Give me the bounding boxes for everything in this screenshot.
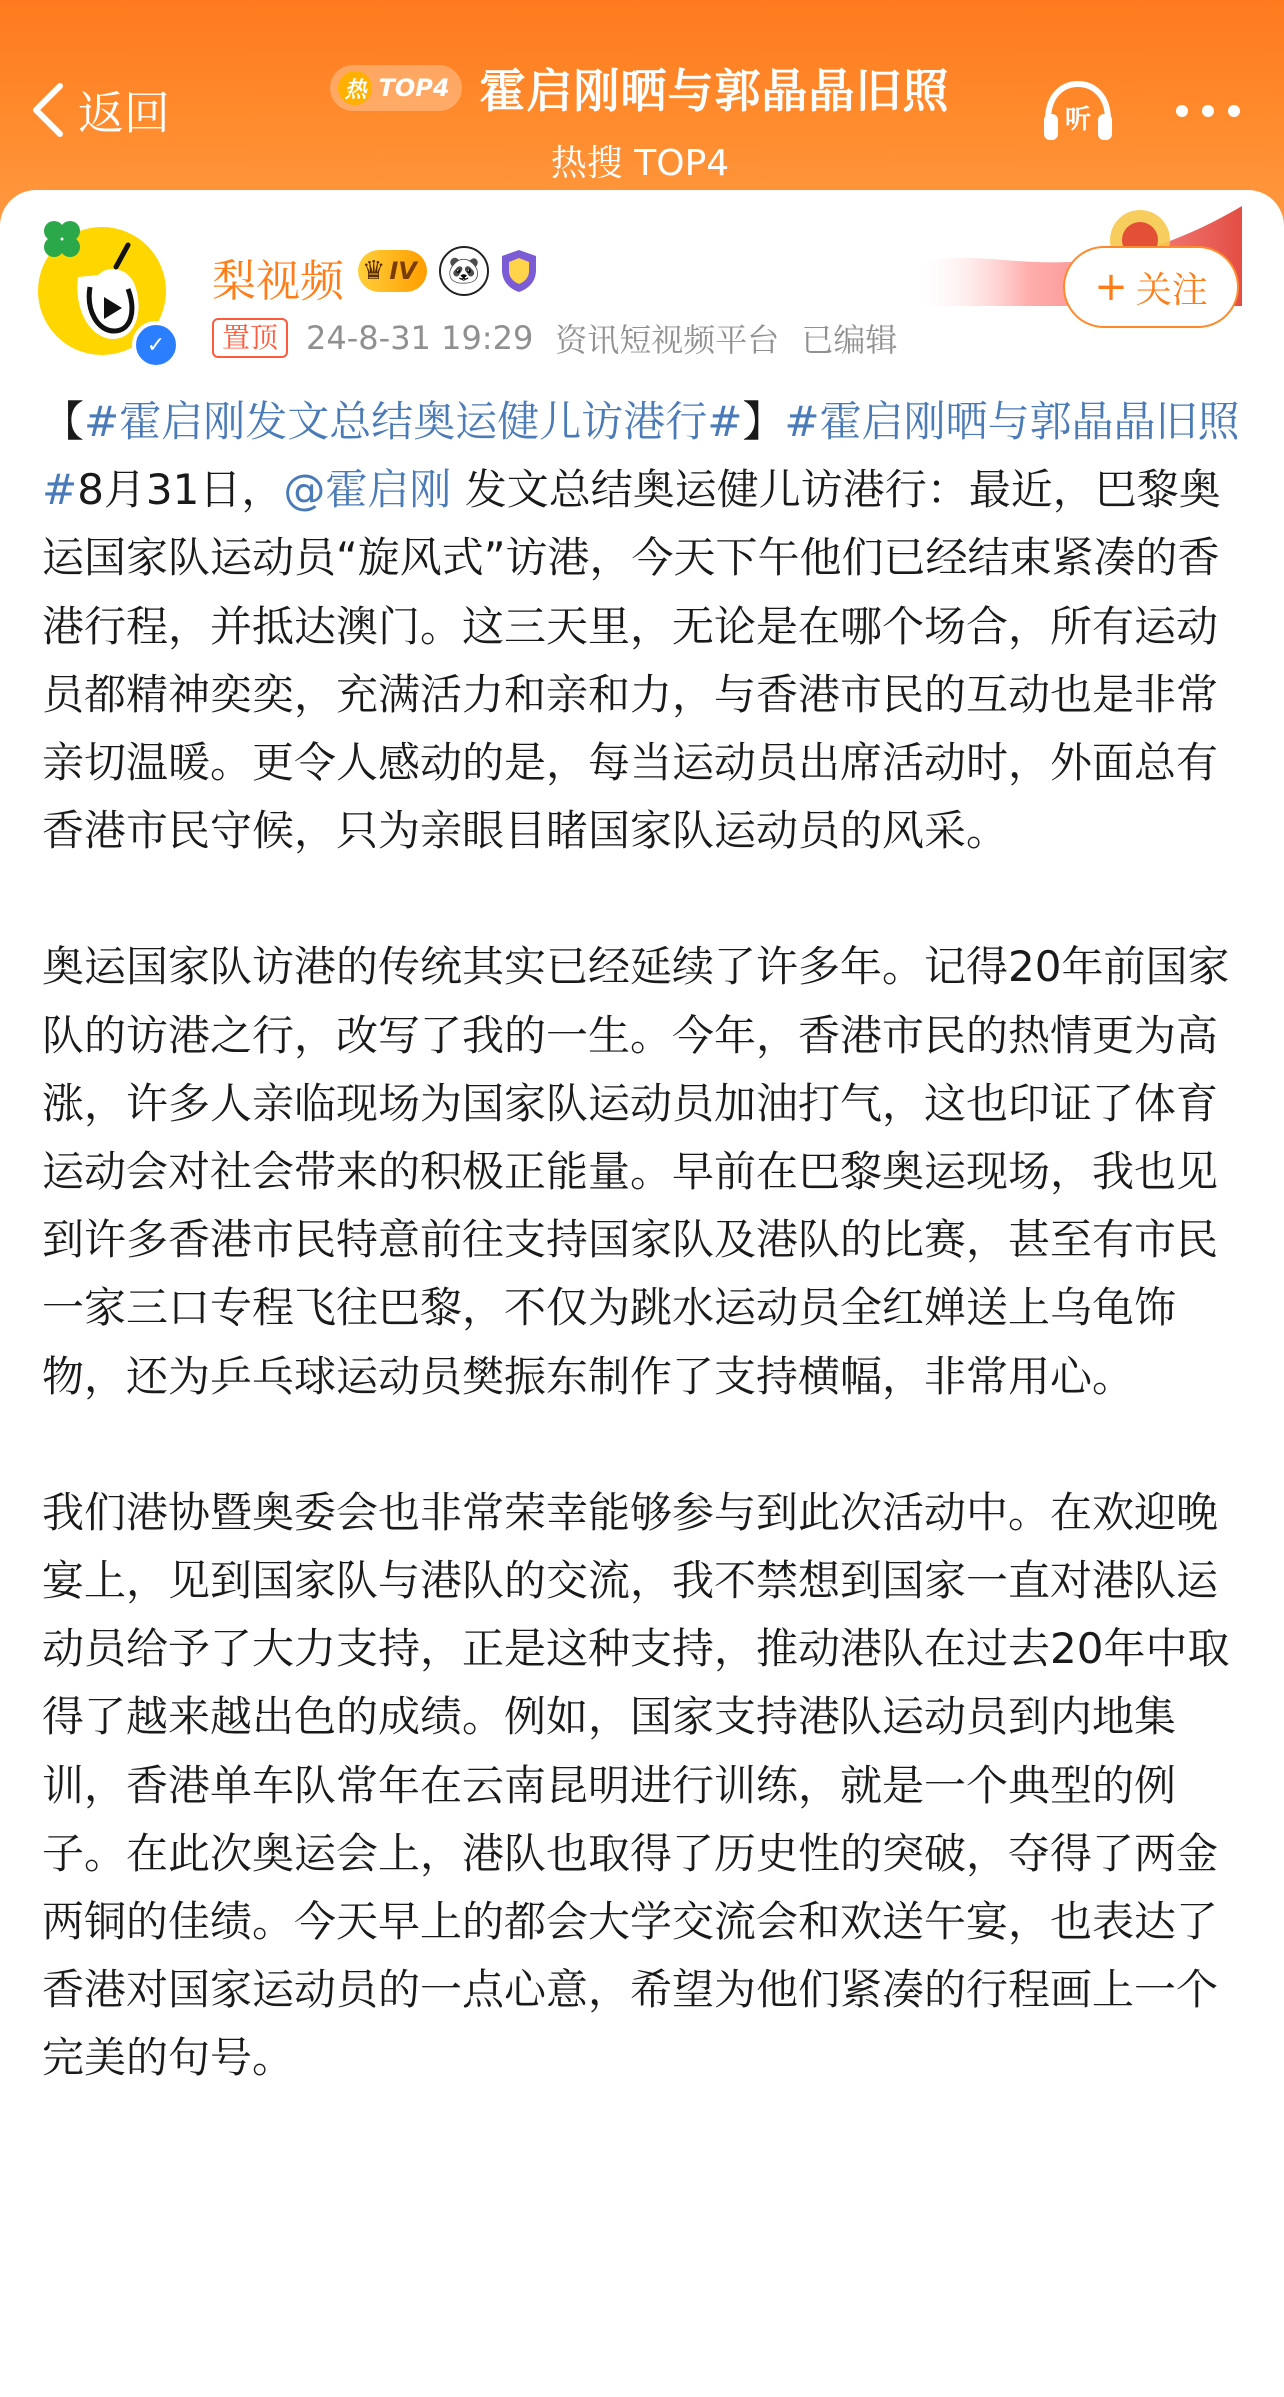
headphones-listen-icon[interactable] [1040,78,1116,144]
mention-link[interactable]: @霍启刚 [283,465,452,515]
member-level-badge[interactable] [358,250,427,292]
paragraph-gap [42,1411,1252,1479]
author-badges [358,246,539,296]
back-label: 返回 [78,86,170,140]
paragraph-1-text: 发文总结奥运健儿访港行：最近，巴黎奥运国家队运动员“旋风式”访港，今天下午他们已经结束紧凑的香港行程，并抵达澳门。这三天里，无论是在哪个场合，所有运动员都精神奕奕，充满活力和亲和力，与香港市民的互动也是非常亲切温暖。更令人感动的是，每当运动员出席活动时，外面总有香港市民守候，只为亲眼目睹国家队运动员的风采。 [42,465,1221,856]
hot-rank-label: TOP4 [378,74,450,102]
edited-label[interactable]: 已编辑 [801,321,898,359]
fire-icon: 热 [338,71,372,105]
pinned-tag: 置顶 [212,318,288,358]
topic-link-1[interactable]: #霍启刚发文总结奥运健儿访港行# [84,397,743,446]
more-options-icon[interactable] [1175,104,1241,118]
bracket-open: 【 [42,397,85,446]
crown-icon: ♛ [362,256,386,286]
follow-label: 关注 [1135,269,1208,311]
panda-icon[interactable]: 🐼 [439,246,489,296]
paragraph-gap [42,865,1252,933]
listen-label: 听 [1064,105,1092,135]
author-name[interactable]: 梨视频 [212,256,344,307]
page-title: 霍启刚晒与郭晶晶旧照 [479,64,950,118]
hot-rank-badge [330,65,461,111]
chevron-left-icon [30,82,66,138]
post-paragraph-2: 奥运国家队访港的传统其实已经延续了许多年。记得20年前国家队的访港之行，改写了我的一生。今年，香港市民的热情更为高涨，许多人亲临现场为国家队运动员加油打气，这也印证了体育运动会对社会带来的积极正能量。早前在巴黎奥运现场，我也见到许多香港市民特意前往支持国家队及港队的比赛，甚至有市民一家三口专程飞往巴黎，不仅为跳水运动员全红婵送上乌龟饰物，还为乒乓球运动员樊振东制作了支持横幅，非常用心。 [42,942,1230,1401]
plus-icon: + [1094,264,1128,310]
follow-button[interactable] [1063,246,1239,328]
clover-icon [38,215,86,263]
post-source: 资讯短视频平台 [555,321,780,359]
post-timestamp: 24-8-31 19:29 [306,319,534,357]
page-subtitle: 热搜 TOP4 [550,143,730,184]
post-date: 8月31日， [77,465,284,515]
level-label: IV [389,257,417,285]
back-button[interactable] [30,78,170,142]
post-paragraph-3: 我们港协暨奥委会也非常荣幸能够参与到此次活动中。在欢迎晚宴上，见到国家队与港队的交流，我不禁想到国家一直对港队运动员给予了大力支持，正是这种支持，推动港队在过去20年中取得了越来越出色的成绩。例如，国家支持港队运动员到内地集训，香港单车队常年在云南昆明进行训练，就是一个典型的例子。在此次奥运会上，港队也取得了历史性的突破，夺得了两金两铜的佳绩。今天早上的都会大学交流会和欢送午宴，也表达了香港对国家运动员的一点心意，希望为他们紧凑的行程画上一个完美的句号。 [42,1487,1230,2083]
bracket-close: 】 [742,397,785,446]
title-block [300,55,980,186]
shield-badge-icon[interactable] [499,248,539,294]
topic-link-2[interactable]: #霍启刚晒与郭晶晶旧照# [42,397,1240,515]
post-body [42,388,1252,2093]
verified-badge-icon: ✓ [132,321,180,369]
author-avatar[interactable] [38,215,176,365]
post-paragraph-1 [42,388,1252,865]
post-meta [212,315,897,361]
